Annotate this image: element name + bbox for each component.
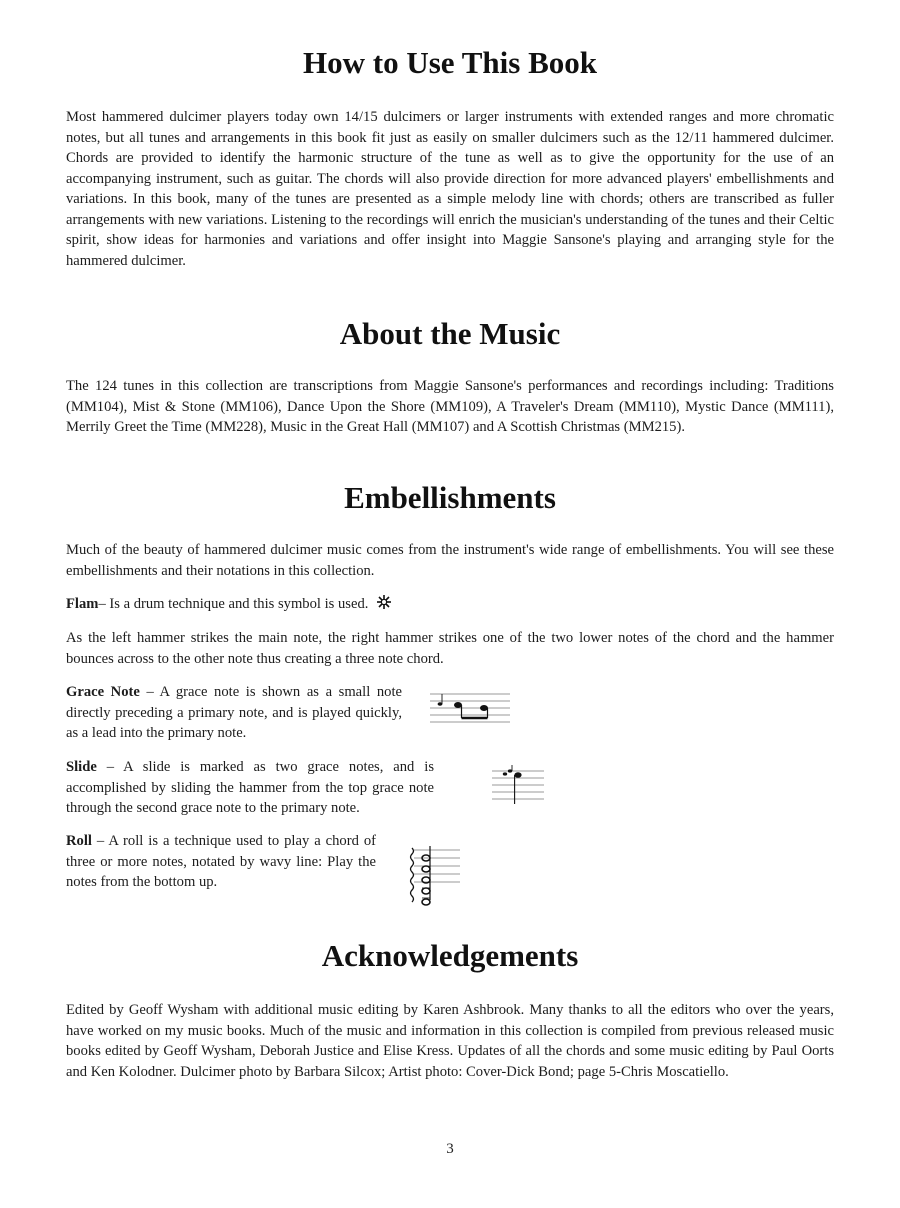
paragraph-embellishments-intro: Much of the beauty of hammered dulcimer music comes from the instrument's wide range of embellishments. You will see these embellishments and their notations in this collection. xyxy=(66,542,834,579)
flam-term: Flam xyxy=(66,596,99,612)
roll-term: Roll xyxy=(66,833,92,849)
heading-acknowledgements: Acknowledgements xyxy=(321,938,579,973)
slide-definition xyxy=(66,757,434,819)
page-number: 3 xyxy=(446,1141,454,1157)
roll-notation-icon xyxy=(406,838,462,919)
flam-definition xyxy=(66,594,834,615)
grace-note-definition xyxy=(66,682,402,744)
slide-notation-icon xyxy=(492,764,546,811)
grace-note-text: – A grace note is shown as a small note directly preceding a primary note, and is played quickly, as a lead into the primary note. xyxy=(66,684,402,741)
roll-definition xyxy=(66,831,376,893)
paragraph-about-music: The 124 tunes in this collection are transcriptions from Maggie Sansone's performances and recordings including: Traditions (MM104), Mist & Stone (MM106), Dance Upon the Shore (MM109), A Traveler's Dream (MM110), Mystic Dance (MM111), Merrily Greet the Time (MM228), Music in the Great Hall (MM107) and A Scottish Christmas (MM215). xyxy=(66,378,834,435)
slide-text: – A slide is marked as two grace notes, and is accomplished by sliding the hammer from the top grace note through the second grace note to the primary note. xyxy=(66,759,434,816)
slide-term: Slide xyxy=(66,759,97,775)
flam-symbol-icon xyxy=(376,594,392,610)
grace-note-notation-icon xyxy=(430,688,512,735)
flam-text: – Is a drum technique and this symbol is used. xyxy=(98,596,369,612)
paragraph-how-to-use: Most hammered dulcimer players today own 14/15 dulcimers or larger instruments with extended ranges and more chromatic notes, but all tunes and arrangements in this book fit just as easily on smaller dulcimers such as the 12/11 hammered dulcimer. Chords are provided to identify the harmonic structure of the tune as well as to give the opportunity for the use of an accompanying instrument, such as guitar. The chords will also provide direction for more advanced players' embellishments and variations. In this book, many of the tunes are presented as a simple melody line with chords; others are transcribed as fuller arrangements with new variations. Listening to the recordings will enrich the musician's understanding of the tunes and their Celtic spirit, show ideas for harmonies and variations and offer insight into Maggie Sansone's playing and arranging style for the hammered dulcimer. xyxy=(66,109,834,269)
flam-detail: As the left hammer strikes the main note, the right hammer strikes one of the two lower notes of the chord and the hammer bounces across to the other note thus creating a three note chord. xyxy=(66,630,834,667)
roll-text: – A roll is a technique used to play a chord of three or more notes, notated by wavy line: Play the notes from the bottom up. xyxy=(66,833,376,890)
heading-embellishments: Embellishments xyxy=(344,480,556,515)
heading-how-to-use: How to Use This Book xyxy=(303,45,597,80)
paragraph-acknowledgements: Edited by Geoff Wysham with additional music editing by Karen Ashbrook. Many thanks to all the editors who over the years, have worked on my music books. Much of the music and information in this collection is compiled from previous released music books edited by Geoff Wysham, Deborah Justice and Elise Kress. Updates of all the chords and some music editing by Paul Oorts and Ken Kolodner. Dulcimer photo by Barbara Silcox; Artist photo: Cover-Dick Bond; page 5-Chris Moscatiello. xyxy=(66,1002,834,1080)
grace-note-term: Grace Note xyxy=(66,684,140,700)
heading-about-music: About the Music xyxy=(339,316,561,351)
